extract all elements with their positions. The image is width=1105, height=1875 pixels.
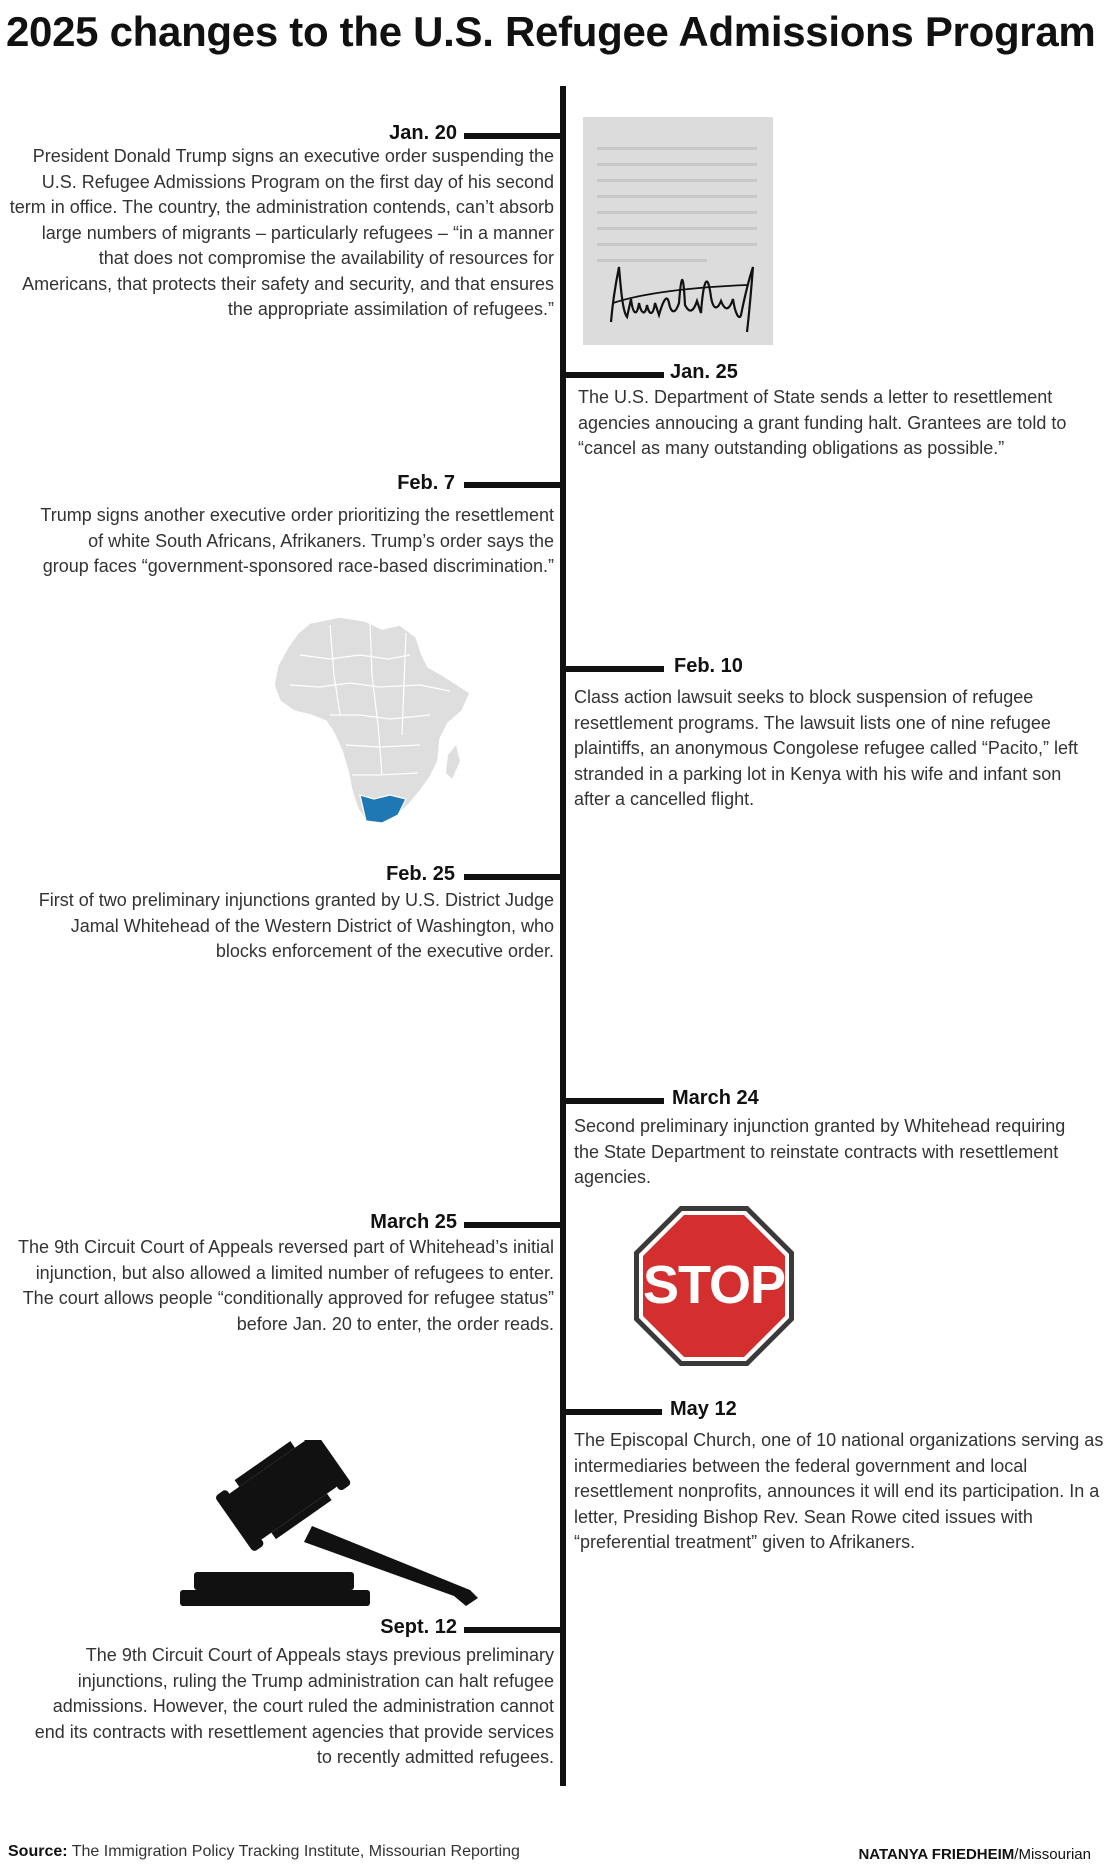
event-date: March 25 [370,1211,457,1233]
source-text: The Immigration Policy Tracking Institute, Missourian Reporting [71,1843,520,1860]
timeline-tick [464,482,562,488]
event-date: May 12 [670,1398,737,1420]
event-text: The Episcopal Church, one of 10 national organizations serving as intermediaries between the federal government and local resettlement nonprofits, announces it will end its participation. In a letter, Presiding Bishop Rev. Sean Rowe cited issues with “preferential treatment” given to Afrikaners. [574,1430,1104,1552]
event-text: Class action lawsuit seeks to block suspension of refugee resettlement programs. The lawsuit lists one of nine refugee plaintiffs, an anonymous Congolese refugee called “Pacito,” left stranded in a parking lot in Kenya with his wife and infant son after a cancelled flight. [574,687,1078,809]
signature-mark [583,117,773,345]
event-text: The 9th Circuit Court of Appeals reversed part of Whitehead’s initial injunction, but also allowed a limited number of refugees to enter. The court allows people “conditionally approved for refugee status” before Jan. 20 to enter, the order reads. [18,1237,554,1334]
event-text: The U.S. Department of State sends a letter to resettlement agencies annoucing a grant funding halt. Grantees are told to “cancel as many outstanding obligations as possible.” [578,387,1067,458]
event-date: Feb. 7 [397,472,455,494]
event-text: The 9th Circuit Court of Appeals stays previous preliminary injunctions, ruling the Trump administration can halt refugee admissions. However, the court ruled the administration cannot end its contracts with resettlement agencies that provide services to recently admitted refugees. [34,1645,554,1767]
stop-sign-text: STOP [642,1255,786,1315]
event-date: Jan. 25 [670,361,738,383]
event-text: President Donald Trump signs an executive order suspending the U.S. Refugee Admissions Program on the first day of his second term in office. The country, the administration contends, can’t absorb large numbers of migrants – particularly refugees – “in a manner that does not compromise the availability of resources for Americans, that protects their safety and security, and that ensures the appropriate assimilation of refugees.” [9,146,554,319]
stop-sign-icon [632,1204,796,1368]
event-date: March 24 [672,1087,759,1109]
timeline-tick [564,1098,664,1104]
timeline-tick [564,666,664,672]
credit-org: /Missourian [1014,1846,1091,1863]
event-date: Sept. 12 [380,1616,457,1638]
timeline-tick [464,1627,562,1633]
page-title: 2025 changes to the U.S. Refugee Admissions Program [6,8,1096,55]
signed-document-icon [583,117,773,345]
event-text: Second preliminary injunction granted by Whitehead requiring the State Department to reinstate contracts with resettlement agencies. [574,1116,1066,1187]
source-line [8,1843,520,1861]
timeline-spine [560,86,566,1786]
source-label: Source: [8,1843,68,1860]
credit-name: NATANYA FRIEDHEIM [858,1846,1015,1863]
timeline-tick [464,1222,562,1228]
byline [858,1846,1091,1863]
event-date: Feb. 10 [674,655,743,677]
event-date: Jan. 20 [389,122,457,144]
timeline-tick [464,874,562,880]
event-text: First of two preliminary injunctions granted by U.S. District Judge Jamal Whitehead of the Western District of Washington, who blocks enforcement of the executive order. [38,890,554,961]
timeline-tick [564,1409,662,1415]
gavel-icon [180,1440,490,1610]
africa-map-icon [270,615,490,845]
timeline-tick [564,372,664,378]
event-text: Trump signs another executive order prioritizing the resettlement of white South Africans, Afrikaners. Trump’s order says the group faces “government-sponsored race-based discrimination.” [40,505,554,576]
timeline-tick [464,133,562,139]
event-date: Feb. 25 [386,863,455,885]
